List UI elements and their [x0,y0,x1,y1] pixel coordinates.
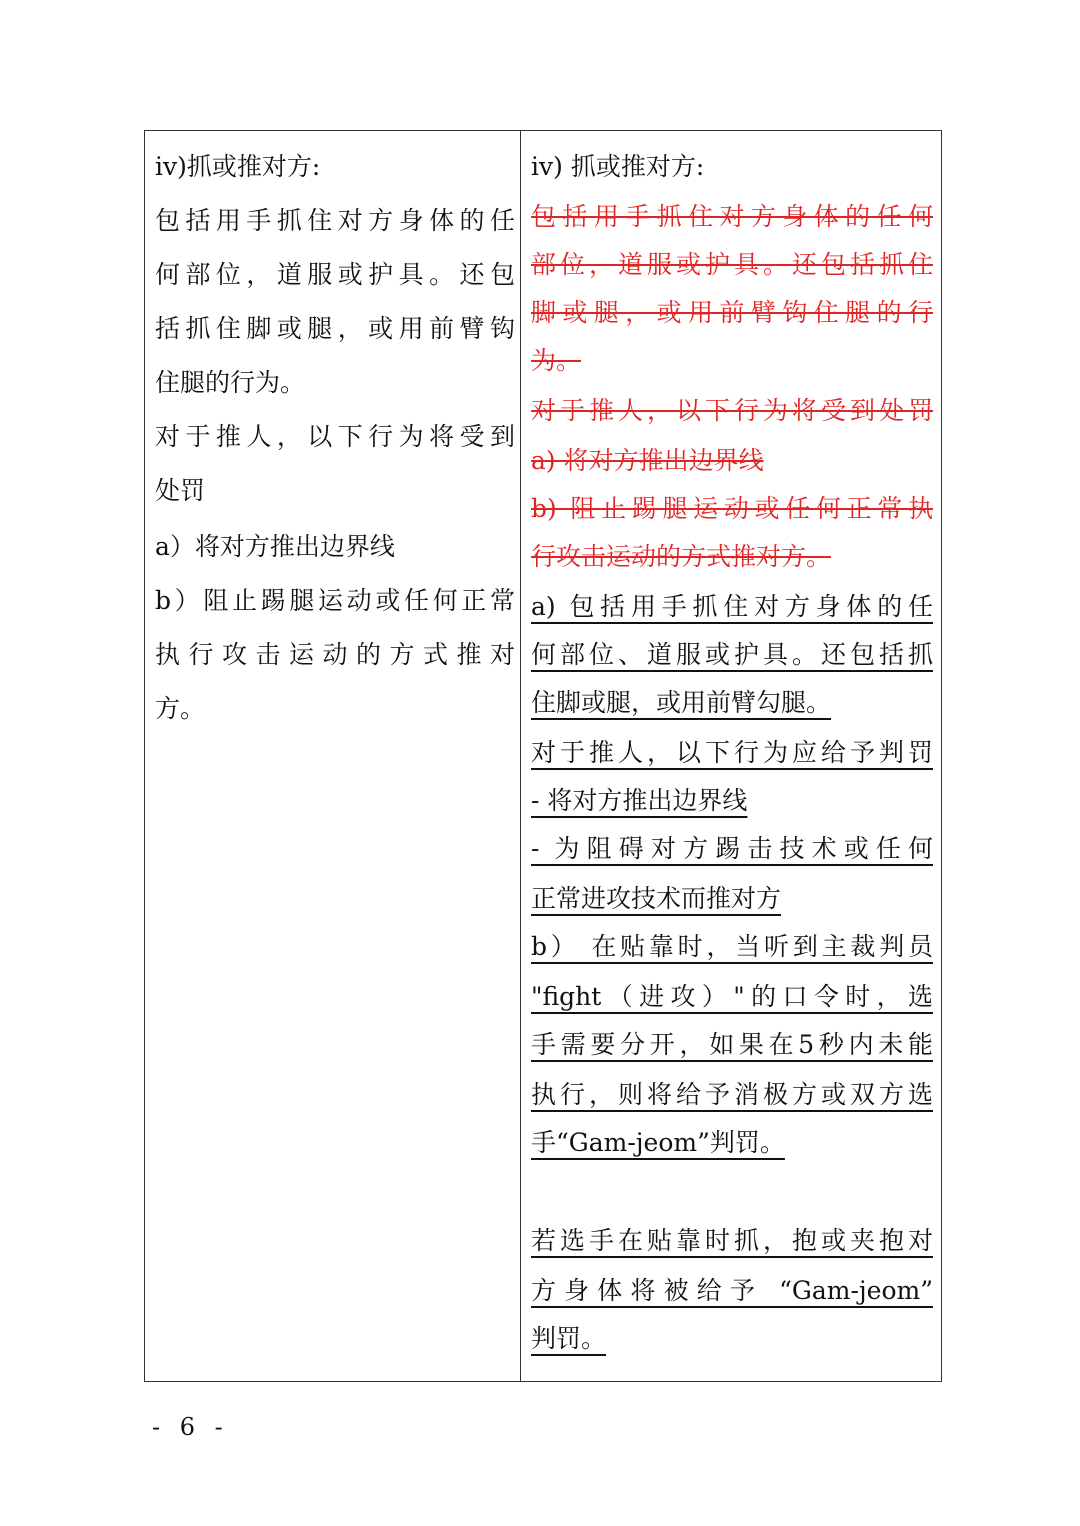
deleted-text-line: b) 阻止踢腿运动或任何正常执 [531,494,933,523]
text-line: 对于推人，以下行为将受到 [155,422,515,451]
deleted-text-line: 行攻击运动的方式推对方。 [531,542,832,571]
inserted-text-line: "fight（进攻）"的口令时，选 [531,982,933,1011]
deleted-text-line: 对于推人，以下行为将受到处罚 [531,396,933,425]
deleted-text-line: 脚或腿，或用前臂钩住腿的行 [531,298,933,327]
deleted-text-line: 部位，道服或护具。还包括抓住 [531,250,933,279]
inserted-text-line: - 为阻碍对方踢击技术或任何 [531,834,933,863]
inserted-text-line: 手需要分开，如果在5秒内未能 [531,1030,933,1059]
column-divider [520,131,521,1381]
text-line: 括抓住脚或腿，或用前臂钩 [155,314,515,343]
text-line: iv)抓或推对方: [155,152,321,181]
inserted-text-line: 何部位、道服或护具。还包括抓 [531,640,933,669]
inserted-text-line: 方身体将被给予 “Gam-jeom” [531,1276,933,1305]
inserted-text-line: 判罚。 [531,1324,607,1353]
inserted-text-line: 住脚或腿，或用前臂勾腿。 [531,688,832,717]
text-line: 包括用手抓住对方身体的任 [155,206,515,235]
inserted-text-line: 若选手在贴靠时抓，抱或夹抱对 [531,1226,933,1255]
inserted-text-line: a) 包括用手抓住对方身体的任 [531,592,933,621]
text-line: 何部位，道服或护具。还包 [155,260,515,289]
deleted-text-line: 为。 [531,346,582,375]
text-line: 方。 [155,694,206,723]
inserted-text-line: 对于推人，以下行为应给予判罚 [531,738,933,767]
inserted-text-line: 正常进攻技术而推对方 [531,884,782,913]
deleted-text-line: 包括用手抓住对方身体的任何 [531,202,933,231]
text-line: 处罚 [155,476,206,505]
text-line: 住腿的行为。 [155,368,306,397]
inserted-text-line: 执行，则将给予消极方或双方选 [531,1080,933,1109]
text-line: b）阻止踢腿运动或任何正常 [155,586,515,615]
text-line: iv) 抓或推对方: [531,152,705,181]
page-number: - 6 - [152,1413,229,1441]
inserted-text-line: - 将对方推出边界线 [531,786,748,815]
inserted-text-line: 手“Gam-jeom”判罚。 [531,1128,785,1157]
comparison-table [144,130,942,1382]
text-line: 执行攻击运动的方式推对 [155,640,515,669]
deleted-text-line: a) 将对方推出边界线 [531,446,764,475]
inserted-text-line: b） 在贴靠时，当听到主裁判员 [531,932,933,961]
text-line: a）将对方推出边界线 [155,532,395,561]
